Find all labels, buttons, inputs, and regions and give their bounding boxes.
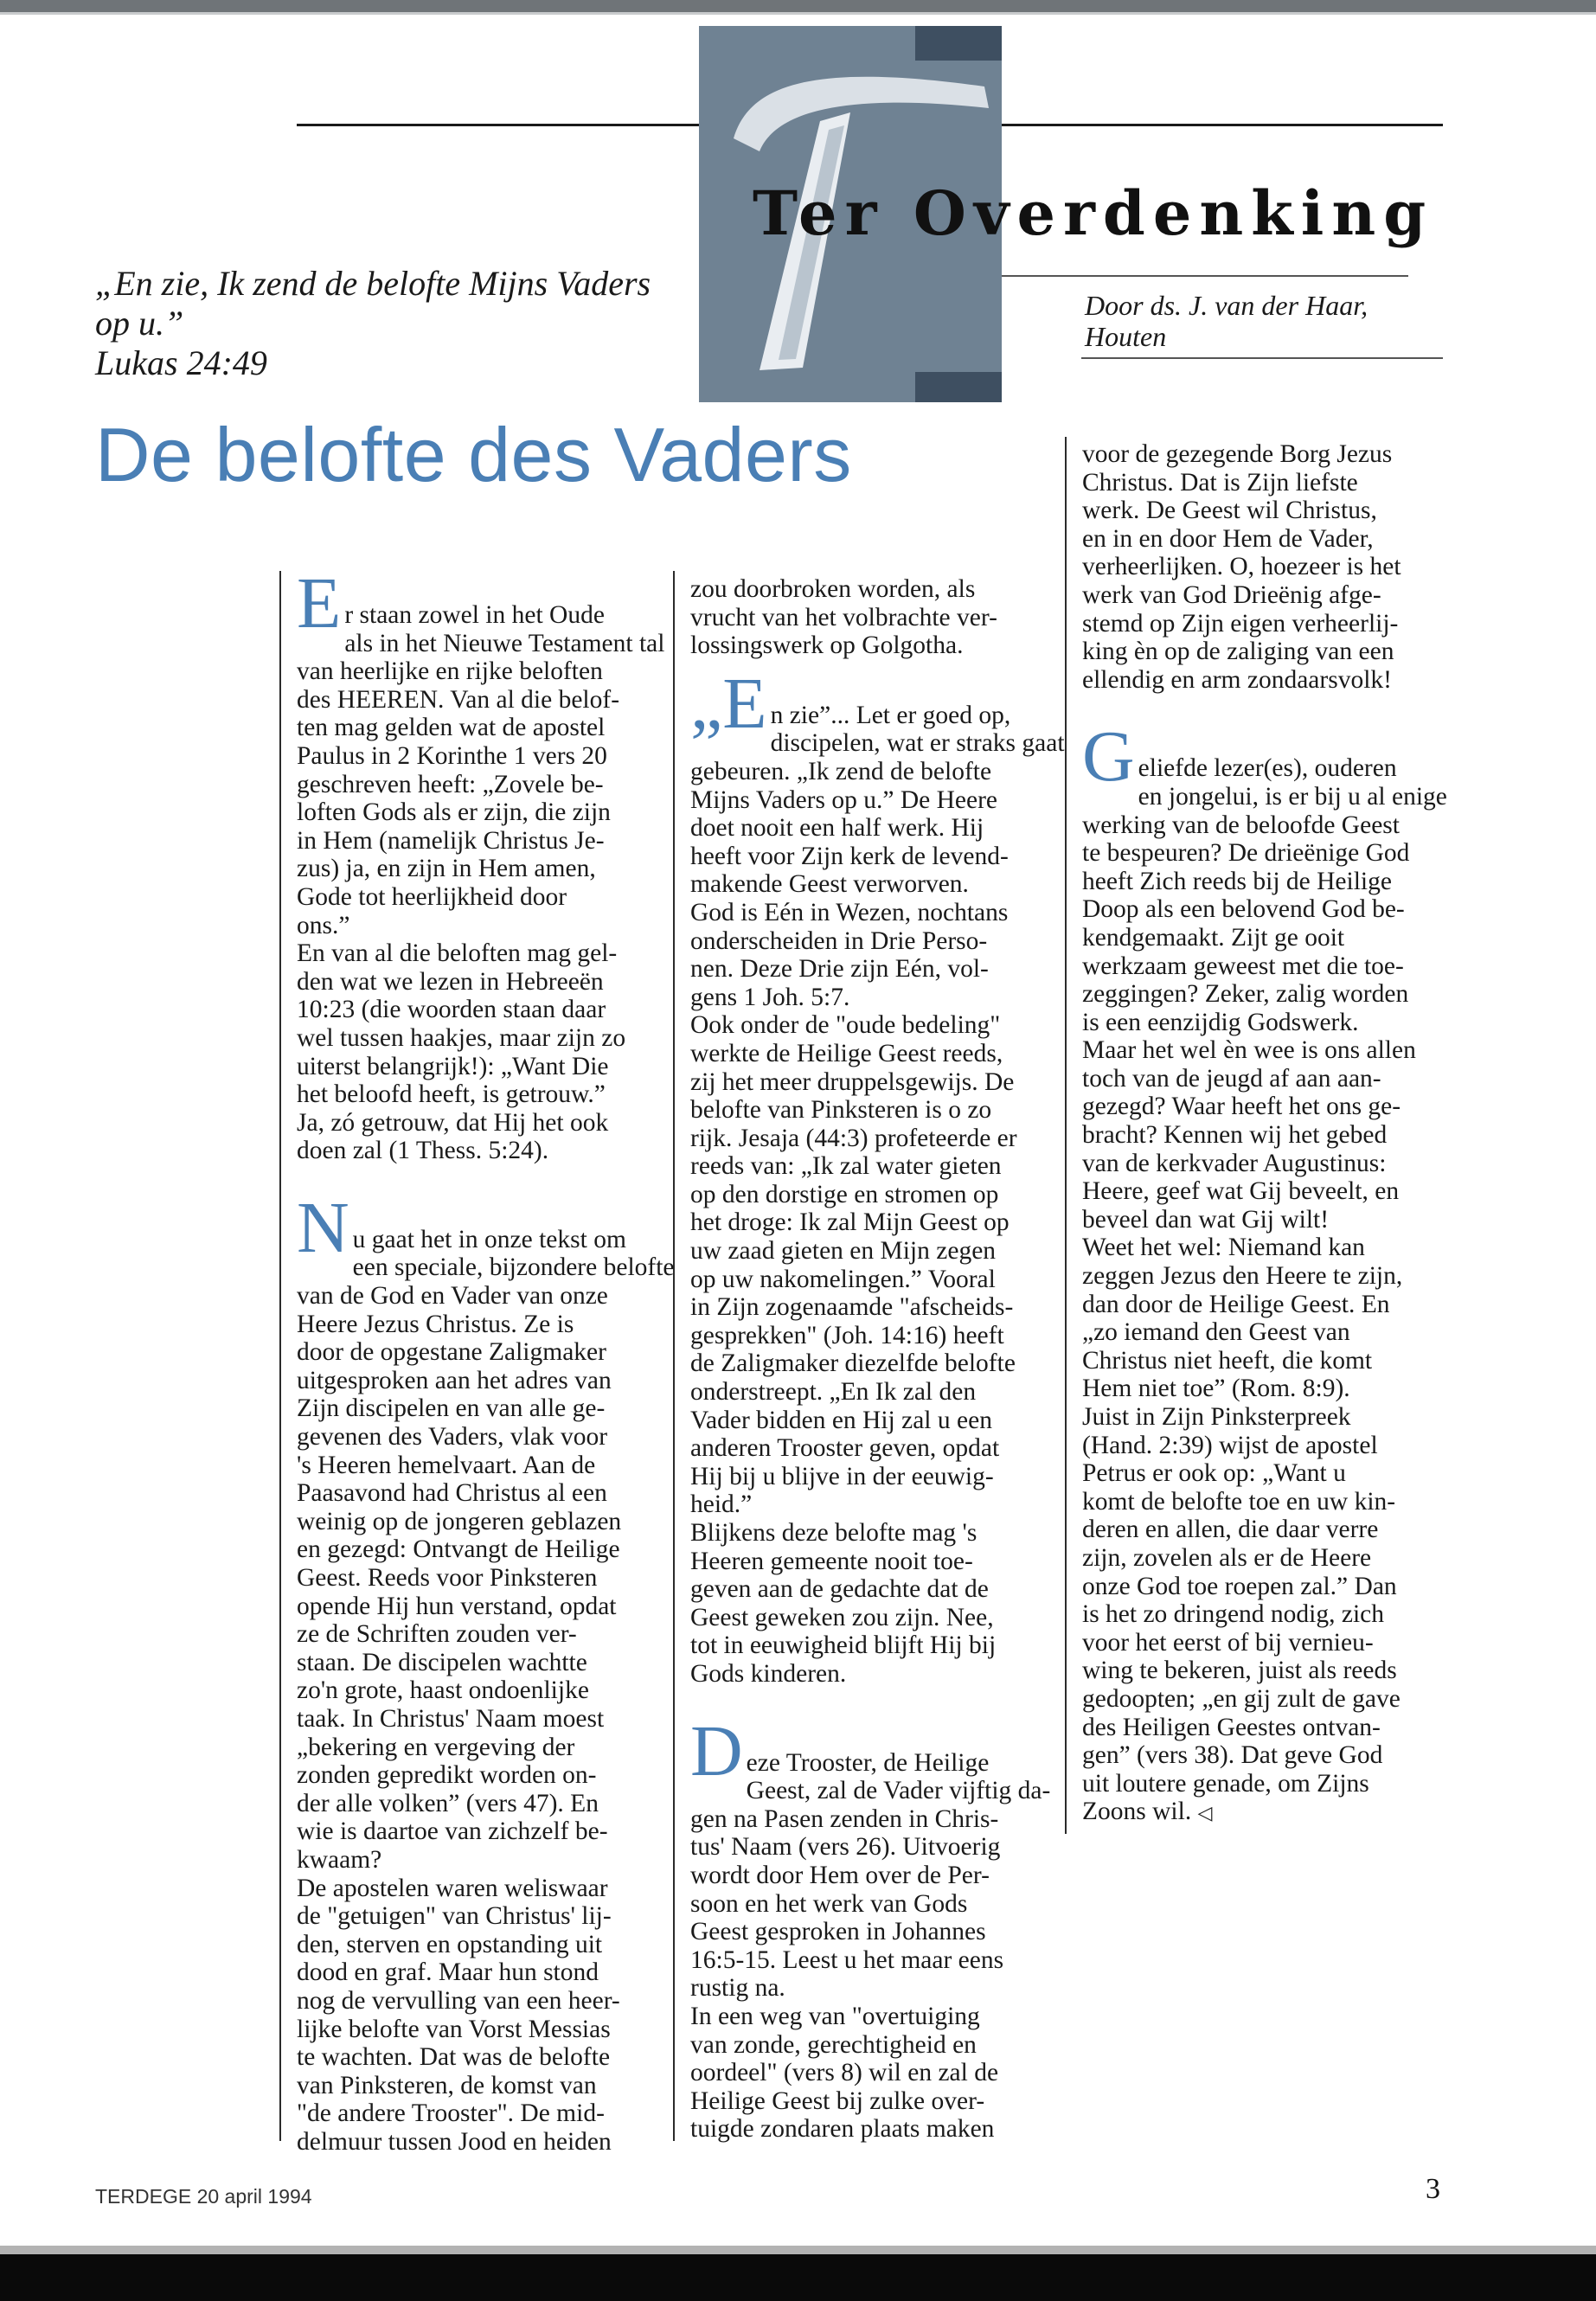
text-line: taak. In Christus' Naam moest xyxy=(297,1704,605,1733)
article-column-2 xyxy=(690,575,1065,2144)
text-line: Maar het wel èn wee is ons allen xyxy=(1082,1036,1416,1065)
text-line: soon en het werk van Gods xyxy=(690,1889,968,1918)
text-line: werkte de Heilige Geest reeds, xyxy=(690,1039,1003,1067)
text-line: ze de Schriften zouden ver- xyxy=(297,1620,577,1649)
text-line: heeft voor Zijn kerk de levend- xyxy=(690,842,1009,870)
text-line: van heerlijke en rijke beloften xyxy=(297,657,603,686)
byline-author: Door ds. J. van der Haar, xyxy=(1085,290,1368,321)
text-line: te bespeuren? De drieënige God xyxy=(1082,839,1410,868)
text-line: Gods kinderen. xyxy=(690,1659,847,1688)
text-line: anderen Trooster geven, opdat xyxy=(690,1434,1000,1463)
text-line: gevenen des Vaders, vlak voor xyxy=(297,1423,608,1452)
bottom-border xyxy=(0,2254,1596,2301)
text-line: Heere Jezus Christus. Ze is xyxy=(297,1310,574,1338)
text-line: een speciale, bijzondere belofte xyxy=(352,1253,675,1282)
text-line: gezegd? Waar heeft het ons ge- xyxy=(1082,1093,1401,1121)
text-line: king èn op de zaliging van een xyxy=(1082,638,1394,666)
text-line: uitgesproken aan het adres van xyxy=(297,1366,612,1394)
closing-line: Zoons wil. xyxy=(1082,1798,1192,1826)
text-line: den wat we lezen in Hebreeën xyxy=(297,967,604,996)
text-line: werk van God Drieënig afge- xyxy=(1082,580,1381,609)
byline xyxy=(1085,290,1431,352)
text-line: uw zaad gieten en Mijn zegen xyxy=(690,1237,997,1266)
header-rule-right xyxy=(1002,124,1443,126)
text-line: wordt door Hem over de Per- xyxy=(690,1861,990,1889)
text-line: 10:23 (die woorden staan daar xyxy=(297,996,606,1024)
text-line: beveel dan wat Gij wilt! xyxy=(1082,1205,1330,1234)
text-line: Gode tot heerlijkheid door xyxy=(297,882,567,911)
epigraph-line: op u.” xyxy=(95,304,184,343)
text-line: voor het eerst of bij vernieu- xyxy=(1082,1628,1374,1657)
text-line: zus) ja, en zijn in Hem amen, xyxy=(297,855,596,883)
text-line: tus' Naam (vers 26). Uitvoerig xyxy=(690,1833,1001,1862)
text-line: Ook onder de "oude bedeling" xyxy=(690,1011,1001,1040)
text-line: „bekering en vergeving der xyxy=(297,1733,575,1761)
drop-cap: G xyxy=(1082,716,1135,798)
text-line: reeds van: „Ik zal water gieten xyxy=(690,1152,1002,1181)
text-line: Geest geweken zou zijn. Nee, xyxy=(690,1603,994,1631)
epigraph xyxy=(95,264,666,383)
text-line: heid.” xyxy=(690,1490,753,1519)
text-line: in Zijn zogenaamde "afscheids- xyxy=(690,1293,1014,1322)
text-line: Christus. Dat is Zijn liefste xyxy=(1082,468,1358,497)
text-line: en in en door Hem de Vader, xyxy=(1082,524,1374,553)
footer-publication: TERDEGE 20 april 1994 xyxy=(95,2185,312,2208)
article-title: De belofte des Vaders xyxy=(95,412,852,497)
column-title: Ter Overdenking xyxy=(753,177,1434,249)
text-line: rijk. Jesaja (44:3) profeteerde er xyxy=(690,1124,1017,1152)
text-line: loften Gods als er zijn, die zijn xyxy=(297,798,611,827)
text-line: Hem niet toe” (Rom. 8:9). xyxy=(1082,1375,1350,1403)
text-line: zeggingen? Zeker, zalig worden xyxy=(1082,980,1409,1009)
text-line: werking van de beloofde Geest xyxy=(1082,811,1400,839)
text-line: "de andere Trooster". De mid- xyxy=(297,2099,605,2128)
text-line: en jongelui, is er bij u al enige xyxy=(1138,782,1447,811)
text-line: rustig na. xyxy=(690,1974,785,2003)
text-line: van de God en Vader van onze xyxy=(297,1282,608,1311)
drop-cap: E xyxy=(297,563,342,644)
text-line: Heeren gemeente nooit toe- xyxy=(690,1547,973,1575)
text-line: komt de belofte toe en uw kin- xyxy=(1082,1487,1396,1516)
text-line: te wachten. Dat was de belofte xyxy=(297,2043,611,2072)
text-line: zeggen Jezus den Heere te zijn, xyxy=(1082,1262,1403,1291)
title-underline-rule xyxy=(1002,275,1408,277)
text-line: van Pinksteren, de komst van xyxy=(297,2071,597,2099)
text-line: werk. De Geest wil Christus, xyxy=(1082,497,1377,525)
text-line: „zo iemand den Geest van xyxy=(1082,1318,1350,1347)
text-line: u gaat het in onze tekst om xyxy=(352,1225,626,1253)
text-line: dan door de Heilige Geest. En xyxy=(1082,1290,1390,1318)
text-line: is een eenzijdig Godswerk. xyxy=(1082,1008,1359,1036)
text-line: Geest gesproken in Johannes xyxy=(690,1918,986,1946)
text-line: het beloofd heeft, is getrouw.” xyxy=(297,1080,606,1109)
text-line: ons.” xyxy=(297,911,350,939)
text-line: God is Eén in Wezen, nochtans xyxy=(690,898,1009,926)
text-line: Vader bidden en Hij zal u een xyxy=(690,1406,992,1434)
text-line: dood en graf. Maar hun stond xyxy=(297,1958,599,1987)
text-line: eliefde lezer(es), ouderen xyxy=(1138,754,1397,783)
text-line: doet nooit een half werk. Hij xyxy=(690,814,984,843)
text-line: n zie”... Let er goed op, xyxy=(770,701,1011,729)
text-line: Doop als een belovend God be- xyxy=(1082,895,1405,924)
text-line: Geest. Reeds voor Pinksteren xyxy=(297,1564,598,1592)
text-line: Petrus er ook op: „Want u xyxy=(1082,1459,1346,1488)
epigraph-line: „En zie, Ik zend de belofte Mijns Vaders xyxy=(95,264,651,303)
text-line: stemd op Zijn eigen verheerlij- xyxy=(1082,609,1399,638)
text-line: geven aan de gedachte dat de xyxy=(690,1575,989,1604)
text-line: gedoopten; „en gij zult de gave xyxy=(1082,1684,1401,1713)
text-line: Weet het wel: Niemand kan xyxy=(1082,1234,1365,1262)
text-line: toch van de jeugd af aan aan- xyxy=(1082,1064,1381,1093)
text-line: Geest, zal de Vader vijftig da- xyxy=(746,1777,1051,1805)
article-column-1 xyxy=(297,563,675,2156)
column-rule-3 xyxy=(1065,437,1067,1834)
text-line: In een weg van "overtuiging xyxy=(690,2002,980,2030)
text-line: doen zal (1 Thess. 5:24). xyxy=(297,1137,549,1165)
text-line: van zonde, gerechtigheid en xyxy=(690,2030,977,2059)
text-line: Paasavond had Christus al een xyxy=(297,1479,607,1508)
text-line: bracht? Kennen wij het gebed xyxy=(1082,1121,1388,1150)
text-line: staan. De discipelen wachtte xyxy=(297,1648,587,1676)
text-line: als in het Nieuwe Testament tal xyxy=(344,629,665,657)
text-line: Zijn discipelen en van alle ge- xyxy=(297,1394,606,1423)
text-line: Hij bij u blijve in der eeuwig- xyxy=(690,1462,994,1490)
text-line: makende Geest verworven. xyxy=(690,870,969,899)
text-line: oordeel" (vers 8) wil en zal de xyxy=(690,2059,999,2087)
bottom-border-shadow xyxy=(0,2246,1596,2254)
byline-rule xyxy=(1081,357,1443,359)
text-line: verheerlijken. O, hoezeer is het xyxy=(1082,553,1401,581)
text-line: gebeuren. „Ik zend de belofte xyxy=(690,757,992,785)
text-line: is het zo dringend nodig, zich xyxy=(1082,1600,1385,1629)
text-line: Heere, geef wat Gij beveelt, en xyxy=(1082,1177,1400,1206)
text-line: De apostelen waren weliswaar xyxy=(297,1874,608,1902)
text-line: gens 1 Joh. 5:7. xyxy=(690,983,850,1011)
text-line: in Hem (namelijk Christus Je- xyxy=(297,826,605,855)
text-line: Mijns Vaders op u.” De Heere xyxy=(690,785,997,814)
text-line: uiterst belangrijk!): „Want Die xyxy=(297,1052,609,1080)
text-line: van de kerkvader Augustinus: xyxy=(1082,1149,1387,1177)
text-line: opende Hij hun verstand, opdat xyxy=(297,1592,617,1620)
text-line: onze God toe roepen zal.” Dan xyxy=(1082,1572,1397,1600)
text-line: geschreven heeft: „Zovele be- xyxy=(297,770,604,798)
text-line: onderstreept. „En Ik zal den xyxy=(690,1378,977,1407)
text-line: Ja, zó getrouw, dat Hij het ook xyxy=(297,1108,609,1137)
article-column-3 xyxy=(1082,440,1445,1828)
text-line: wel tussen haakjes, maar zijn zo xyxy=(297,1023,626,1052)
text-line: 's Heeren hemelvaart. Aan de xyxy=(297,1451,596,1479)
text-line: nen. Deze Drie zijn Eén, vol- xyxy=(690,955,989,984)
text-line: wing te bekeren, juist als reeds xyxy=(1082,1657,1397,1685)
text-line: des Heiligen Geestes ontvan- xyxy=(1082,1713,1381,1741)
text-line: Christus niet heeft, die komt xyxy=(1082,1346,1373,1375)
text-line: op den dorstige en stromen op xyxy=(690,1180,999,1208)
text-line: kendgemaakt. Zijt ge ooit xyxy=(1082,923,1345,952)
page-number: 3 xyxy=(1426,2173,1440,2205)
text-line: Blijkens deze belofte mag 's xyxy=(690,1519,977,1547)
text-line: weinig op de jongeren geblazen xyxy=(297,1507,622,1535)
text-line: werkzaam geweest met die toe- xyxy=(1082,952,1404,980)
text-line: En van al die beloften mag gel- xyxy=(297,939,618,968)
text-line: gen na Pasen zenden in Chris- xyxy=(690,1804,999,1833)
text-line: Heilige Geest bij zulke over- xyxy=(690,2086,985,2115)
text-line: gen” (vers 38). Dat geve God xyxy=(1082,1741,1383,1770)
text-line: uit loutere genade, om Zijns xyxy=(1082,1769,1369,1798)
text-line: op uw nakomelingen.” Vooral xyxy=(690,1265,996,1293)
byline-location: Houten xyxy=(1085,321,1167,352)
text-line: en gezegd: Ontvangt de Heilige xyxy=(297,1535,620,1564)
text-line: gesprekken" (Joh. 14:16) heeft xyxy=(690,1321,1004,1349)
text-line: zijn, zovelen als er de Heere xyxy=(1082,1543,1372,1572)
column-rule-1 xyxy=(279,571,281,2141)
end-mark-icon: ◁ xyxy=(1197,1802,1213,1824)
text-line: des HEEREN. Van al die belof- xyxy=(297,685,620,714)
text-line: zij het meer druppelsgewijs. De xyxy=(690,1067,1015,1096)
text-line: nog de vervulling van een heer- xyxy=(297,1986,620,2015)
text-line: delmuur tussen Jood en heiden xyxy=(297,2127,612,2156)
text-line: den, sterven en opstanding uit xyxy=(297,1930,603,1958)
text-line: heeft Zich reeds bij de Heilige xyxy=(1082,867,1392,895)
text-line: onderscheiden in Drie Perso- xyxy=(690,926,988,955)
text-line: tot in eeuwigheid blijft Hij bij xyxy=(690,1631,997,1660)
text-line: eze Trooster, de Heilige xyxy=(746,1748,990,1777)
text-line: zonden gepredikt worden on- xyxy=(297,1761,597,1790)
text-line: vrucht van het volbrachte ver- xyxy=(690,603,997,631)
text-line: ten mag gelden wat de apostel xyxy=(297,714,606,742)
text-line: door de opgestane Zaligmaker xyxy=(297,1338,606,1367)
text-line: belofte van Pinksteren is o zo xyxy=(690,1096,992,1125)
column-rule-2 xyxy=(673,571,675,2141)
header-rule-left xyxy=(297,124,699,126)
text-line: r staan zowel in het Oude xyxy=(344,601,605,629)
drop-cap: D xyxy=(690,1710,743,1791)
text-line: kwaam? xyxy=(297,1845,382,1874)
text-line: voor de gezegende Borg Jezus xyxy=(1082,440,1393,468)
text-line: tuigde zondaren plaats maken xyxy=(690,2115,995,2144)
text-line xyxy=(1082,1798,1445,1828)
text-line: het droge: Ik zal Mijn Geest op xyxy=(690,1208,1010,1237)
text-line: (Hand. 2:39) wijst de apostel xyxy=(1082,1431,1378,1459)
text-line: lijke belofte van Vorst Messias xyxy=(297,2015,611,2043)
text-line: de Zaligmaker diezelfde belofte xyxy=(690,1349,1016,1378)
top-border-shadow xyxy=(0,12,1596,15)
text-line: der alle volken” (vers 47). En xyxy=(297,1789,599,1817)
drop-cap: „E xyxy=(690,663,767,744)
drop-cap: N xyxy=(297,1187,349,1268)
text-line: 16:5-15. Leest u het maar eens xyxy=(690,1945,1004,1974)
epigraph-reference: Lukas 24:49 xyxy=(95,343,267,382)
top-border xyxy=(0,0,1596,12)
text-line: de "getuigen" van Christus' lij- xyxy=(297,1902,612,1931)
text-line: zo'n grote, haast ondoenlijke xyxy=(297,1676,589,1705)
text-line: ellendig en arm zondaarsvolk! xyxy=(1082,665,1392,694)
text-line: wie is daartoe van zichzelf be- xyxy=(297,1817,608,1846)
text-line: lossingswerk op Golgotha. xyxy=(690,631,964,660)
text-line: Paulus in 2 Korinthe 1 vers 20 xyxy=(297,741,607,770)
text-line: Juist in Zijn Pinksterpreek xyxy=(1082,1403,1351,1431)
text-line: deren en allen, die daar verre xyxy=(1082,1516,1379,1544)
text-line: zou doorbroken worden, als xyxy=(690,575,976,603)
text-line: discipelen, wat er straks gaat xyxy=(770,729,1065,758)
